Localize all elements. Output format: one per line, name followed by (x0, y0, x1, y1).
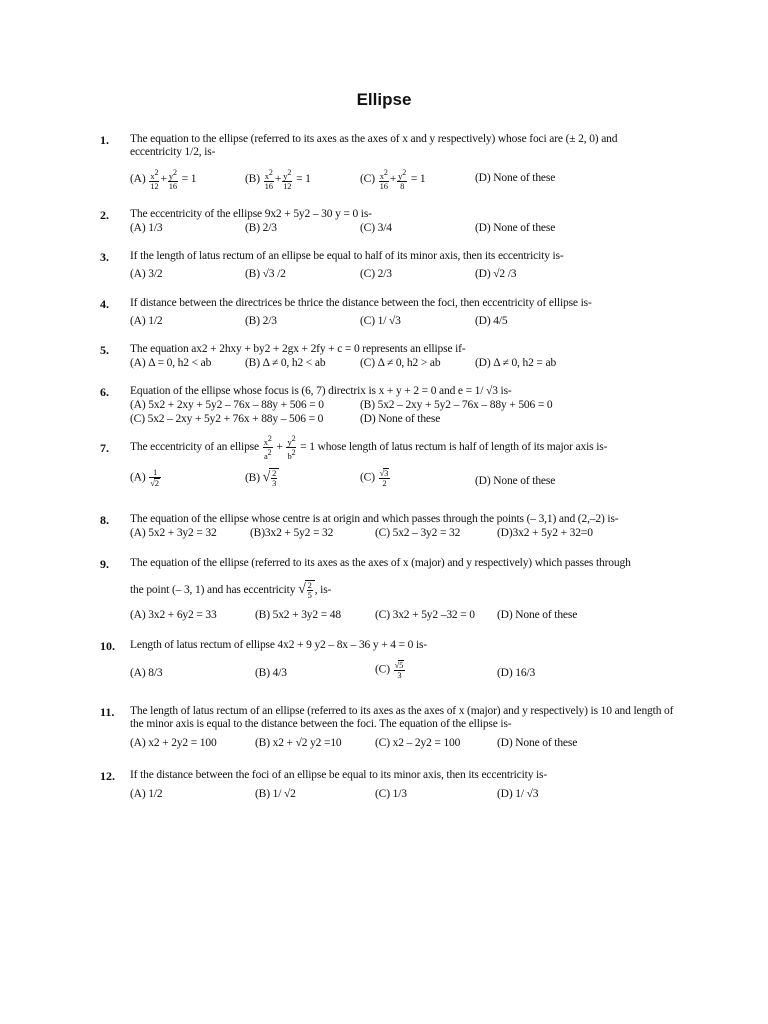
option-c: (C) x2 – 2y2 = 100 (375, 737, 461, 749)
option-a: (A) $\frac{x^2}{12}$ + $\frac{y^2}{16}$ = 1 (130, 168, 197, 191)
option-d: (D) √2 /3 (475, 268, 517, 280)
question-stem: The equation to the ellipse (referred to its axes as the axes of x and y respectively) whose foci are (± 2, 0) and eccentricity 1/2, is- (130, 133, 618, 158)
option-b: (B) 2/3 (245, 315, 277, 327)
question-number: 10. (100, 639, 115, 653)
option-c: (C) 5x2 – 3y2 = 32 (375, 527, 461, 539)
option-d: (D) 4/5 (475, 315, 508, 327)
option-c: (C) $\frac{√3}{2}$ (360, 468, 389, 488)
question-number: 9. (100, 557, 109, 571)
question-number: 7. (100, 441, 109, 455)
option-b: (B)3x2 + 5y2 = 32 (250, 527, 334, 539)
question-stem: If distance between the directrices be thrice the distance between the foci, then eccentricity of ellipse is- (130, 297, 592, 309)
option-a: (A) 5x2 + 2xy + 5y2 – 76x – 88y + 506 = 0 (130, 399, 324, 411)
option-a: (A) x2 + 2y2 = 100 (130, 737, 217, 749)
question-number: 1. (100, 133, 109, 147)
question-stem: The eccentricity of the ellipse 9x2 + 5y2 – 30 y = 0 is- (130, 208, 372, 220)
option-d: (D)3x2 + 5y2 + 32=0 (497, 527, 593, 539)
option-d: (D) None of these (497, 737, 578, 749)
question-number: 4. (100, 297, 109, 311)
option-d: (D) None of these (475, 475, 556, 487)
question-number: 12. (100, 769, 115, 783)
option-a: (A) Δ = 0, h2 < ab (130, 357, 212, 369)
option-a: (A) 1/2 (130, 315, 163, 327)
option-a: (A) $\frac{1}{√2}$ (130, 467, 159, 488)
option-c: (C) 1/3 (375, 788, 407, 800)
option-a: (A) 5x2 + 3y2 = 32 (130, 527, 217, 539)
option-c: (C) 3/4 (360, 222, 392, 234)
option-b: (B) √3 /2 (245, 268, 286, 280)
option-c: (C) $\frac{√5}{3}$ (375, 660, 404, 680)
question-stem: If the distance between the foci of an ellipse be equal to its minor axis, then its eccentricity is- (130, 769, 548, 781)
option-b: (B) 5x2 – 2xy + 5y2 – 76x – 88y + 506 = 0 (360, 399, 553, 411)
question-stem: The equation of the ellipse (referred to its axes as the axes of x (major) and y respectively) which passes through (130, 557, 631, 569)
option-a: (A) 3/2 (130, 268, 163, 280)
option-c: (C) 1/ √3 (360, 315, 401, 327)
option-d: (D) None of these (475, 172, 556, 184)
question-stem-continued: the point (– 3, 1) and has eccentricity √ $\frac{2}{5}$ , is- (130, 580, 332, 600)
option-c: (C) Δ ≠ 0, h2 > ab (360, 357, 441, 369)
option-d: (D) Δ ≠ 0, h2 = ab (475, 357, 557, 369)
option-d: (D) None of these (360, 413, 441, 425)
question-number: 3. (100, 250, 109, 264)
option-d: (D) 16/3 (497, 667, 536, 679)
option-d: (D) None of these (475, 222, 556, 234)
option-a: (A) 8/3 (130, 667, 163, 679)
option-b: (B) Δ ≠ 0, h2 < ab (245, 357, 326, 369)
option-b: (B) √ $\frac{2}{3}$ (245, 468, 279, 488)
option-b: (B) 2/3 (245, 222, 277, 234)
option-c: (C) 3x2 + 5y2 –32 = 0 (375, 609, 475, 621)
question-number: 8. (100, 513, 109, 527)
option-a: (A) 3x2 + 6y2 = 33 (130, 609, 217, 621)
option-b: (B) 4/3 (255, 667, 287, 679)
option-c: (C) $\frac{x^2}{16}$ + $\frac{y^2}{8}$ = 1 (360, 168, 426, 191)
question-number: 5. (100, 343, 109, 357)
question-stem: The equation ax2 + 2hxy + by2 + 2gx + 2fy + c = 0 represents an ellipse if- (130, 343, 466, 355)
question-stem: Equation of the ellipse whose focus is (6, 7) directrix is x + y + 2 = 0 and e = 1/ √3 is- (130, 385, 512, 397)
option-b: (B) 1/ √2 (255, 788, 296, 800)
option-a: (A) 1/3 (130, 222, 163, 234)
option-b: (B) x2 + √2 y2 =10 (255, 737, 342, 749)
question-stem: The eccentricity of an ellipse $\frac{x^2}{a^2}$ + $\frac{y^2}{b^2}$ = 1 whose length of latus rectum is half of length of its major axis is- (130, 434, 608, 461)
question-stem: The equation of the ellipse whose centre is at origin and which passes through the points (– 3,1) and (2,–2) is- (130, 513, 619, 525)
option-d: (D) 1/ √3 (497, 788, 539, 800)
question-stem: Length of latus rectum of ellipse 4x2 + 9 y2 – 8x – 36 y + 4 = 0 is- (130, 639, 428, 651)
question-number: 6. (100, 385, 109, 399)
option-b: (B) $\frac{x^2}{16}$ + $\frac{y^2}{12}$ = 1 (245, 168, 311, 191)
page-title: Ellipse (356, 90, 412, 109)
option-c: (C) 2/3 (360, 268, 392, 280)
option-d: (D) None of these (497, 609, 578, 621)
option-b: (B) 5x2 + 3y2 = 48 (255, 609, 341, 621)
option-c: (C) 5x2 – 2xy + 5y2 + 76x + 88y – 506 = 0 (130, 413, 324, 425)
question-number: 2. (100, 208, 109, 222)
question-number: 11. (100, 705, 115, 719)
option-a: (A) 1/2 (130, 788, 163, 800)
question-stem: If the length of latus rectum of an ellipse be equal to half of its minor axis, then its eccentricity is- (130, 250, 564, 262)
question-stem: The length of latus rectum of an ellipse (referred to its axes as the axes of x (major) and y respectively) is 10 and length of the minor axis is equal to the distance between the foci. The equation of the ellipse is- (130, 705, 674, 730)
